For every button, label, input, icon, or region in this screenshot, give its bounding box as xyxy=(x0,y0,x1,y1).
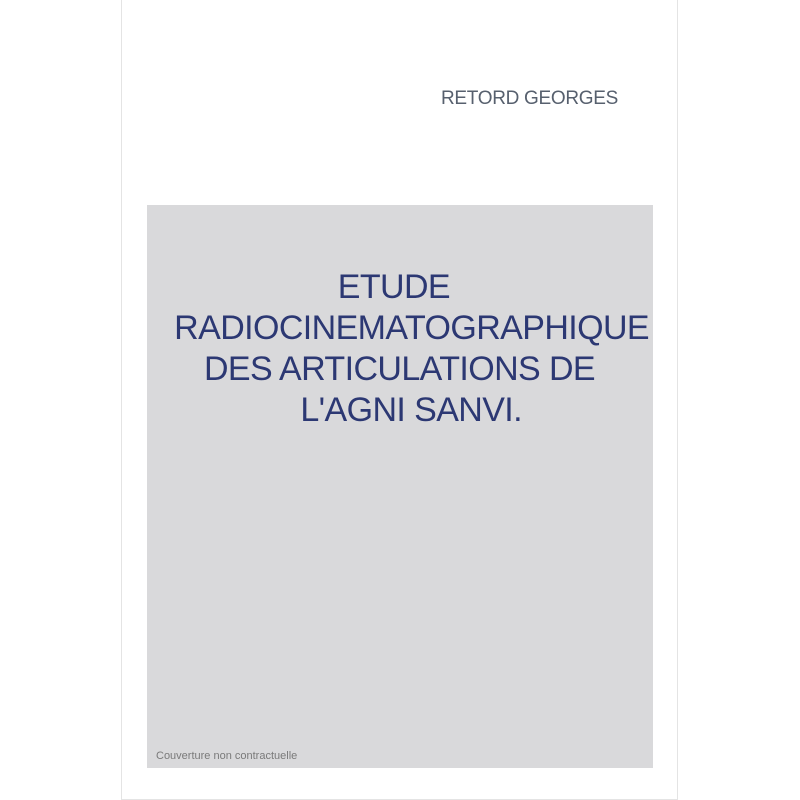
title-line: RADIOCINEMATOGRAPHIQUE xyxy=(174,309,649,347)
cover-disclaimer: Couverture non contractuelle xyxy=(156,750,298,762)
author-name: RETORD GEORGES xyxy=(440,88,618,109)
title-line: DES ARTICULATIONS DE xyxy=(203,350,595,388)
title-line: ETUDE xyxy=(337,268,450,306)
title-line: L'AGNI SANVI. xyxy=(300,391,522,429)
cover-panel xyxy=(147,205,653,768)
book-title xyxy=(147,267,649,431)
